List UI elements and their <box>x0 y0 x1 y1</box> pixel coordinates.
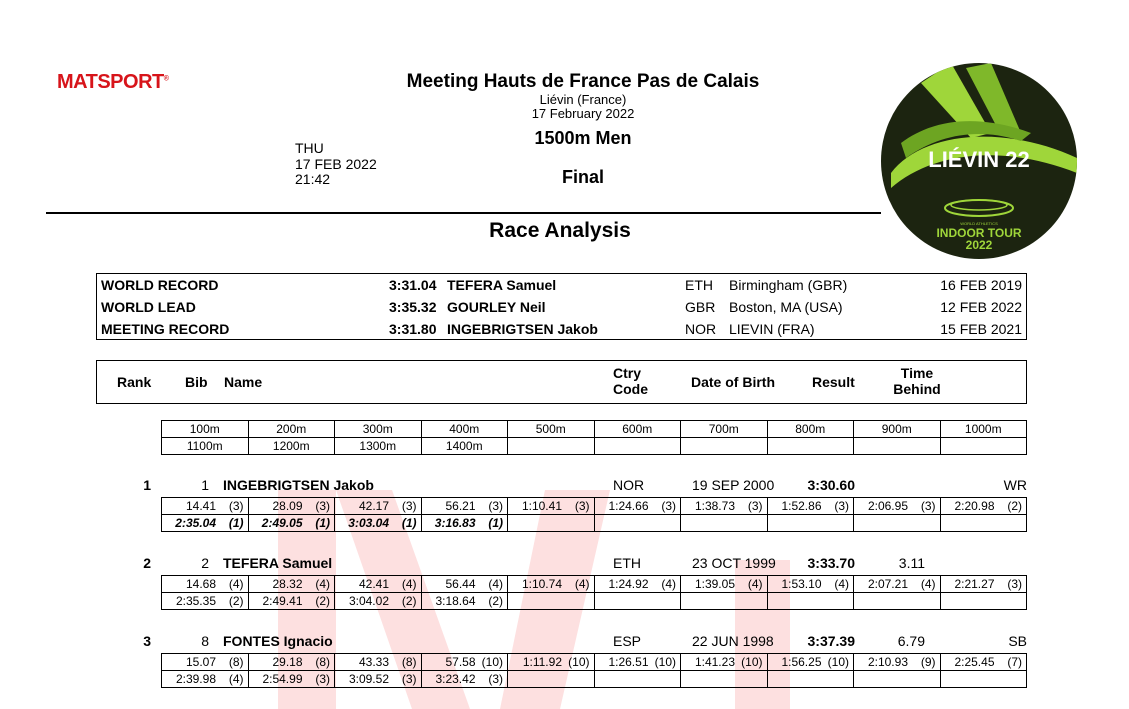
athlete-dob: 19 SEP 2000 <box>692 477 775 493</box>
split-cell <box>508 498 595 515</box>
split-position: (4) <box>315 577 330 591</box>
split-time: 3:03.04 <box>348 516 389 530</box>
split-time: 14.41 <box>185 499 216 513</box>
split-cell <box>248 593 335 610</box>
splits-row <box>162 576 1027 593</box>
split-cell <box>335 671 422 688</box>
split-position: (2) <box>401 594 417 608</box>
split-position: (2) <box>228 594 244 608</box>
split-distance <box>594 438 681 455</box>
split-cell <box>162 515 249 532</box>
split-time: 56.21 <box>445 499 476 513</box>
records-box <box>96 273 1027 340</box>
split-cell <box>248 498 335 515</box>
event-day: THU <box>295 140 324 156</box>
athlete-dob: 22 JUN 1998 <box>692 633 774 649</box>
split-distance: 100m <box>162 421 249 438</box>
split-cell <box>594 576 681 593</box>
split-position: (4) <box>488 577 503 591</box>
split-cell <box>248 576 335 593</box>
col-dob: Date of Birth <box>691 374 775 390</box>
athlete-behind: 6.79 <box>897 633 925 649</box>
split-time: 1:56.25 <box>781 655 822 669</box>
split-cell <box>248 671 335 688</box>
record-row <box>97 274 1026 296</box>
split-distance: 700m <box>681 421 768 438</box>
matsport-logo: MATSPORT® <box>57 71 169 93</box>
athlete-name: TEFERA Samuel <box>223 555 333 571</box>
record-ctry: ETH <box>685 277 713 293</box>
split-position: (7) <box>1007 655 1022 669</box>
splits-header-row <box>162 438 1027 455</box>
split-cell <box>594 671 681 688</box>
col-rank: Rank <box>117 374 152 390</box>
athlete-note: WR <box>1003 477 1027 493</box>
athlete-rank: 1 <box>143 477 151 493</box>
split-cell <box>335 515 422 532</box>
split-position: (3) <box>1007 577 1022 591</box>
split-cell <box>940 576 1027 593</box>
split-cell <box>508 654 595 671</box>
split-distance: 600m <box>594 421 681 438</box>
split-time: 3:04.02 <box>348 594 389 608</box>
split-cell <box>681 515 768 532</box>
split-time: 1:53.10 <box>781 577 822 591</box>
split-cell <box>681 498 768 515</box>
split-cell <box>421 671 508 688</box>
split-cell <box>162 593 249 610</box>
athlete-ctry: NOR <box>613 477 645 493</box>
split-time: 2:39.98 <box>175 672 216 686</box>
split-cell <box>508 593 595 610</box>
split-distance: 200m <box>248 421 335 438</box>
split-time: 3:16.83 <box>434 516 476 530</box>
split-position: (8) <box>228 655 244 669</box>
split-position: (1) <box>315 516 330 530</box>
record-date: 15 FEB 2021 <box>940 321 1022 337</box>
split-position: (4) <box>574 577 590 591</box>
split-cell <box>421 498 508 515</box>
split-cell <box>681 576 768 593</box>
split-cell <box>508 515 595 532</box>
splits-header-row <box>162 421 1027 438</box>
results-header <box>96 360 1027 404</box>
split-time: 43.33 <box>358 655 389 669</box>
split-time: 56.44 <box>445 577 476 591</box>
split-distance: 900m <box>854 421 941 438</box>
record-date: 16 FEB 2019 <box>940 277 1022 293</box>
split-time: 2:06.95 <box>867 499 908 513</box>
record-date: 12 FEB 2022 <box>940 299 1022 315</box>
round-name: Final <box>561 167 604 187</box>
badge-small: WORLD ATHLETICS <box>960 221 998 226</box>
split-cell <box>767 654 854 671</box>
split-cell <box>594 593 681 610</box>
split-position: (2) <box>315 594 330 608</box>
split-time: 2:07.21 <box>867 577 908 591</box>
badge-title: LIÉVIN 22 <box>928 147 1030 172</box>
split-time: 29.18 <box>272 655 303 669</box>
athlete-name: FONTES Ignacio <box>223 633 333 649</box>
split-distance: 400m <box>421 421 508 438</box>
athlete-rank: 3 <box>143 633 151 649</box>
splits-row <box>162 498 1027 515</box>
split-position: (8) <box>401 655 417 669</box>
split-cell <box>594 654 681 671</box>
split-time: 14.68 <box>185 577 216 591</box>
split-position: (3) <box>747 499 763 513</box>
split-cell <box>335 654 422 671</box>
split-distance <box>940 438 1027 455</box>
split-time: 1:24.92 <box>608 577 649 591</box>
split-position: (4) <box>228 672 244 686</box>
split-position: (3) <box>228 499 244 513</box>
record-name: INGEBRIGTSEN Jakob <box>447 321 598 337</box>
split-cell <box>767 593 854 610</box>
split-position: (10) <box>827 655 849 669</box>
split-distance <box>508 438 595 455</box>
record-ctry: NOR <box>685 321 717 337</box>
split-cell <box>681 654 768 671</box>
section-title: Race Analysis <box>489 219 631 242</box>
split-cell <box>854 498 941 515</box>
event-name: 1500m Men <box>534 128 632 148</box>
split-position: (3) <box>401 672 417 686</box>
record-name: TEFERA Samuel <box>447 277 557 293</box>
event-datetime <box>295 141 377 188</box>
split-time: 2:35.35 <box>175 594 216 608</box>
split-time: 1:38.73 <box>694 499 735 513</box>
split-distance: 300m <box>335 421 422 438</box>
split-time: 42.41 <box>358 577 389 591</box>
split-distance <box>854 438 941 455</box>
split-position: (10) <box>481 655 503 669</box>
split-cell <box>940 654 1027 671</box>
split-time: 1:26.51 <box>608 655 649 669</box>
col-bib: Bib <box>185 374 208 390</box>
split-position: (1) <box>488 516 503 530</box>
split-cell <box>162 671 249 688</box>
meeting-title: Meeting Hauts de France Pas de Calais <box>406 71 760 92</box>
record-venue: Birmingham (GBR) <box>729 277 848 293</box>
split-distance: 800m <box>767 421 854 438</box>
split-cell <box>335 593 422 610</box>
splits-row <box>162 671 1027 688</box>
col-time-behind: Time Behind <box>893 365 941 397</box>
athlete-splits-table <box>161 575 1027 610</box>
split-time: 57.58 <box>445 655 476 669</box>
athlete-result: 3:30.60 <box>807 477 855 493</box>
split-cell <box>162 654 249 671</box>
splits-header-table <box>161 420 1027 455</box>
split-distance: 1100m <box>162 438 249 455</box>
split-time: 2:25.45 <box>954 655 995 669</box>
split-time: 3:18.64 <box>435 594 476 608</box>
record-mark: 3:31.80 <box>389 321 437 337</box>
split-position: (2) <box>488 594 503 608</box>
split-time: 28.32 <box>272 577 303 591</box>
record-mark: 3:35.32 <box>389 299 437 315</box>
split-position: (3) <box>920 499 936 513</box>
splits-row <box>162 593 1027 610</box>
split-position: (3) <box>488 672 503 686</box>
split-time: 15.07 <box>185 655 216 669</box>
split-cell <box>421 515 508 532</box>
split-cell <box>940 593 1027 610</box>
split-cell <box>767 671 854 688</box>
split-cell <box>594 498 681 515</box>
split-position: (10) <box>654 655 676 669</box>
split-cell <box>162 498 249 515</box>
split-cell <box>508 671 595 688</box>
col-result: Result <box>812 374 855 390</box>
athlete-ctry: ESP <box>613 633 642 649</box>
split-time: 2:35.04 <box>175 516 216 530</box>
split-distance: 1000m <box>940 421 1027 438</box>
athlete-bib: 2 <box>201 555 209 571</box>
split-time: 2:54.99 <box>262 672 303 686</box>
athlete-rank: 2 <box>143 555 151 571</box>
split-time: 2:10.93 <box>867 655 908 669</box>
split-cell <box>248 515 335 532</box>
split-cell <box>248 654 335 671</box>
split-time: 3:23.42 <box>435 672 476 686</box>
splits-row <box>162 654 1027 671</box>
split-time: 3:09.52 <box>348 672 389 686</box>
split-time: 2:49.05 <box>261 516 303 530</box>
record-venue: Boston, MA (USA) <box>729 299 843 315</box>
split-cell <box>854 515 941 532</box>
col-country: Ctry Code <box>613 365 648 397</box>
split-time: 1:41.23 <box>694 655 735 669</box>
split-cell <box>940 498 1027 515</box>
split-position: (4) <box>661 577 676 591</box>
split-distance <box>681 438 768 455</box>
split-cell <box>854 576 941 593</box>
athlete-name: INGEBRIGTSEN Jakob <box>223 477 374 493</box>
splits-row <box>162 515 1027 532</box>
record-row <box>97 318 1026 340</box>
split-distance <box>767 438 854 455</box>
split-time: 42.17 <box>358 499 389 513</box>
split-time: 1:24.66 <box>608 499 649 513</box>
record-label: WORLD LEAD <box>101 299 196 315</box>
split-cell <box>854 593 941 610</box>
split-cell <box>162 576 249 593</box>
athlete-splits-table <box>161 653 1027 688</box>
split-cell <box>681 593 768 610</box>
split-time: 28.09 <box>272 499 303 513</box>
split-cell <box>767 498 854 515</box>
split-position: (1) <box>401 516 417 530</box>
athlete-ctry: ETH <box>613 555 641 571</box>
split-position: (4) <box>920 577 936 591</box>
split-position: (3) <box>834 499 849 513</box>
split-position: (1) <box>228 516 244 530</box>
split-time: 1:39.05 <box>694 577 735 591</box>
badge-tour: INDOOR TOUR 2022 <box>936 226 1022 252</box>
split-cell <box>854 671 941 688</box>
meeting-date: 17 February 2022 <box>531 106 635 121</box>
split-position: (10) <box>741 655 763 669</box>
split-cell <box>508 576 595 593</box>
split-distance: 1300m <box>335 438 422 455</box>
split-cell <box>421 576 508 593</box>
col-name: Name <box>224 374 263 390</box>
header-rule <box>46 212 881 214</box>
split-position: (4) <box>401 577 417 591</box>
split-distance: 1200m <box>248 438 335 455</box>
split-cell <box>940 671 1027 688</box>
athlete-splits-table <box>161 497 1027 532</box>
split-position: (3) <box>661 499 676 513</box>
record-row <box>97 296 1026 318</box>
split-time: 2:49.41 <box>262 594 303 608</box>
split-cell <box>681 671 768 688</box>
lievin-22-badge <box>881 63 1077 259</box>
split-position: (3) <box>488 499 503 513</box>
split-position: (4) <box>747 577 763 591</box>
split-cell <box>335 576 422 593</box>
event-short-date: 17 FEB 2022 <box>295 155 377 172</box>
record-name: GOURLEY Neil <box>447 299 546 315</box>
split-cell <box>335 498 422 515</box>
split-position: (4) <box>834 577 849 591</box>
split-time: 1:10.41 <box>521 499 562 513</box>
split-position: (3) <box>574 499 590 513</box>
split-cell <box>421 593 508 610</box>
record-venue: LIEVIN (FRA) <box>729 321 815 337</box>
split-position: (3) <box>401 499 417 513</box>
split-cell <box>854 654 941 671</box>
record-label: WORLD RECORD <box>101 277 219 293</box>
record-ctry: GBR <box>685 299 716 315</box>
athlete-bib: 8 <box>201 633 209 649</box>
split-position: (8) <box>315 655 330 669</box>
split-distance: 500m <box>508 421 595 438</box>
split-time: 1:11.92 <box>522 655 562 669</box>
split-time: 2:21.27 <box>954 577 995 591</box>
split-position: (9) <box>920 655 936 669</box>
athlete-result: 3:37.39 <box>807 633 855 649</box>
split-time: 2:20.98 <box>954 499 995 513</box>
meeting-city: Liévin (France) <box>539 92 627 107</box>
split-position: (2) <box>1007 499 1022 513</box>
split-position: (3) <box>315 672 330 686</box>
split-time: 1:10.74 <box>521 577 562 591</box>
athlete-dob: 23 OCT 1999 <box>692 555 776 571</box>
split-cell <box>594 515 681 532</box>
record-mark: 3:31.04 <box>389 277 437 293</box>
split-cell <box>767 515 854 532</box>
split-position: (3) <box>315 499 330 513</box>
event-time: 21:42 <box>295 171 331 187</box>
split-position: (4) <box>228 577 244 591</box>
athlete-note: SB <box>1008 633 1027 649</box>
split-cell <box>421 654 508 671</box>
athlete-result: 3:33.70 <box>807 555 855 571</box>
athlete-bib: 1 <box>201 477 209 493</box>
split-time: 1:52.86 <box>781 499 822 513</box>
split-cell <box>767 576 854 593</box>
split-distance: 1400m <box>421 438 508 455</box>
record-label: MEETING RECORD <box>101 321 230 337</box>
split-cell <box>940 515 1027 532</box>
split-position: (10) <box>568 655 590 669</box>
athlete-behind: 3.11 <box>898 555 925 571</box>
